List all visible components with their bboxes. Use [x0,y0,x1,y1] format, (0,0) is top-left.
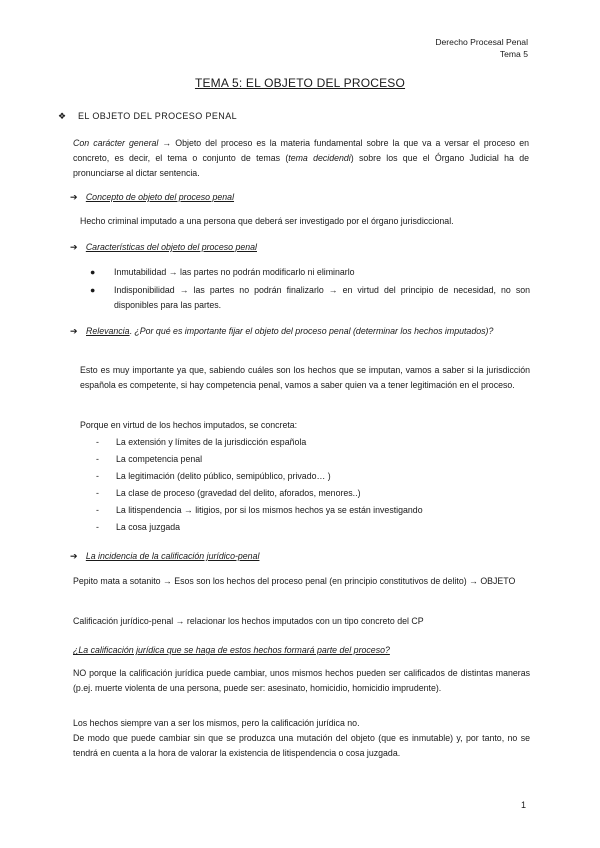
incidencia-p3: NO porque la calificación jurídica puede cambiar, unos mismos hechos pueden ser calificados de distintas maneras (p.ej. muerte violenta de una persona, puede ser: asesinato, homicidio, homicidio imprudente). [73,668,530,693]
concepto-heading [70,190,234,205]
page-number: 1 [520,800,526,810]
page-title: TEMA 5: EL OBJETO DEL PROCESO [194,76,406,90]
relevancia-paragraph: Esto es muy importante ya que, sabiendo cuáles son los hechos que se imputan, vamos a saber si la jurisdicción española es competente, si hay competencia penal, vamos a saber quien va a tener legitimación en el proceso. [80,365,530,390]
list-item: - La litispendencia → litigios, por si los mismos hechos ya se están investigando [96,502,526,519]
caracteristicas-heading-label: Características del objeto del proceso penal [85,242,257,252]
arrow-icon: ➔ [70,551,78,561]
section-heading [58,109,237,124]
bullet-dot-icon: ● [90,267,96,277]
section-heading-label: EL OBJETO DEL PROCESO PENAL [78,111,238,121]
intro-term: tema decidendi [288,153,351,163]
relevancia-heading: ➔ Relevancia. ¿Por qué es importante fijar el objeto del proceso penal (determinar los hechos imputados)? [70,324,530,339]
list-item: - La competencia penal [96,451,526,468]
relevancia-heading-label: Relevancia [86,326,130,336]
list-item: - La extensión y límites de la jurisdicción española [96,434,526,451]
running-header [435,36,528,60]
bullet-dot-icon: ● [90,285,96,295]
intro-text-a: → Objeto del proceso es la materia fundamental sobre la que va a versar el proceso en concreto, es decir, el tema o conjunto de temas ( [73,138,529,163]
arrow-icon: ➔ [70,326,78,336]
header-topic: Tema 5 [499,49,528,59]
list-item [90,283,530,313]
arrow-icon: ➔ [70,192,78,202]
incidencia-p2: Calificación jurídico-penal → relacionar los hechos imputados con un tipo concreto del CP [73,616,424,626]
intro-lead: Con carácter general [73,138,159,148]
intro-paragraph [73,136,529,181]
diamond-bullet-icon: ❖ [58,111,67,121]
list-item-text: Inmutabilidad → las partes no podrán modificarlo ni eliminarlo [114,267,355,277]
incidencia-question: ¿La calificación jurídica que se haga de estos hechos formará parte del proceso? [73,645,390,655]
incidencia-p1: Pepito mata a sotanito → Esos son los hechos del proceso penal (en principio constitutivos de delito) → OBJETO [73,576,516,586]
concepto-heading-label: Concepto de objeto del proceso penal [85,192,235,202]
arrow-icon: ➔ [70,242,78,252]
list-item: - La cosa juzgada [96,519,526,536]
caracteristicas-heading [70,240,257,255]
header-course: Derecho Procesal Penal [435,37,528,47]
incidencia-heading [70,549,259,564]
concepto-text: Hecho criminal imputado a una persona que deberá ser investigado por el órgano jurisdiccional. [80,216,454,226]
incidencia-heading-label: La incidencia de la calificación jurídico-penal [85,551,260,561]
incidencia-p4b: De modo que puede cambiar sin que se produzca una mutación del objeto (que es inmutable) y, por tanto, no se tendrá en cuenta a la hora de valorar la existencia de litispendencia o cosa juzgada. [73,733,530,758]
relevancia-list [96,434,526,536]
relevancia-lead: Porque en virtud de los hechos imputados, se concreta: [80,420,298,430]
relevancia-question: ¿Por qué es importante fijar el objeto del proceso penal (determinar los hechos imputados)? [134,326,494,336]
list-item: - La legitimación (delito público, semipúblico, privado… ) [96,468,526,485]
incidencia-p4a: Los hechos siempre van a ser los mismos, pero la calificación jurídica no. [73,718,360,728]
intro-text-b: ) sobre los que el Órgano Judicial ha de pronunciarse al dictar sentencia. [73,153,529,178]
list-item-text: Indisponibilidad → las partes no podrán finalizarlo → en virtud del principio de necesidad, no son disponibles para las partes. [114,285,530,310]
list-item: - La clase de proceso (gravedad del delito, aforados, menores..) [96,485,526,502]
list-item [90,265,530,280]
